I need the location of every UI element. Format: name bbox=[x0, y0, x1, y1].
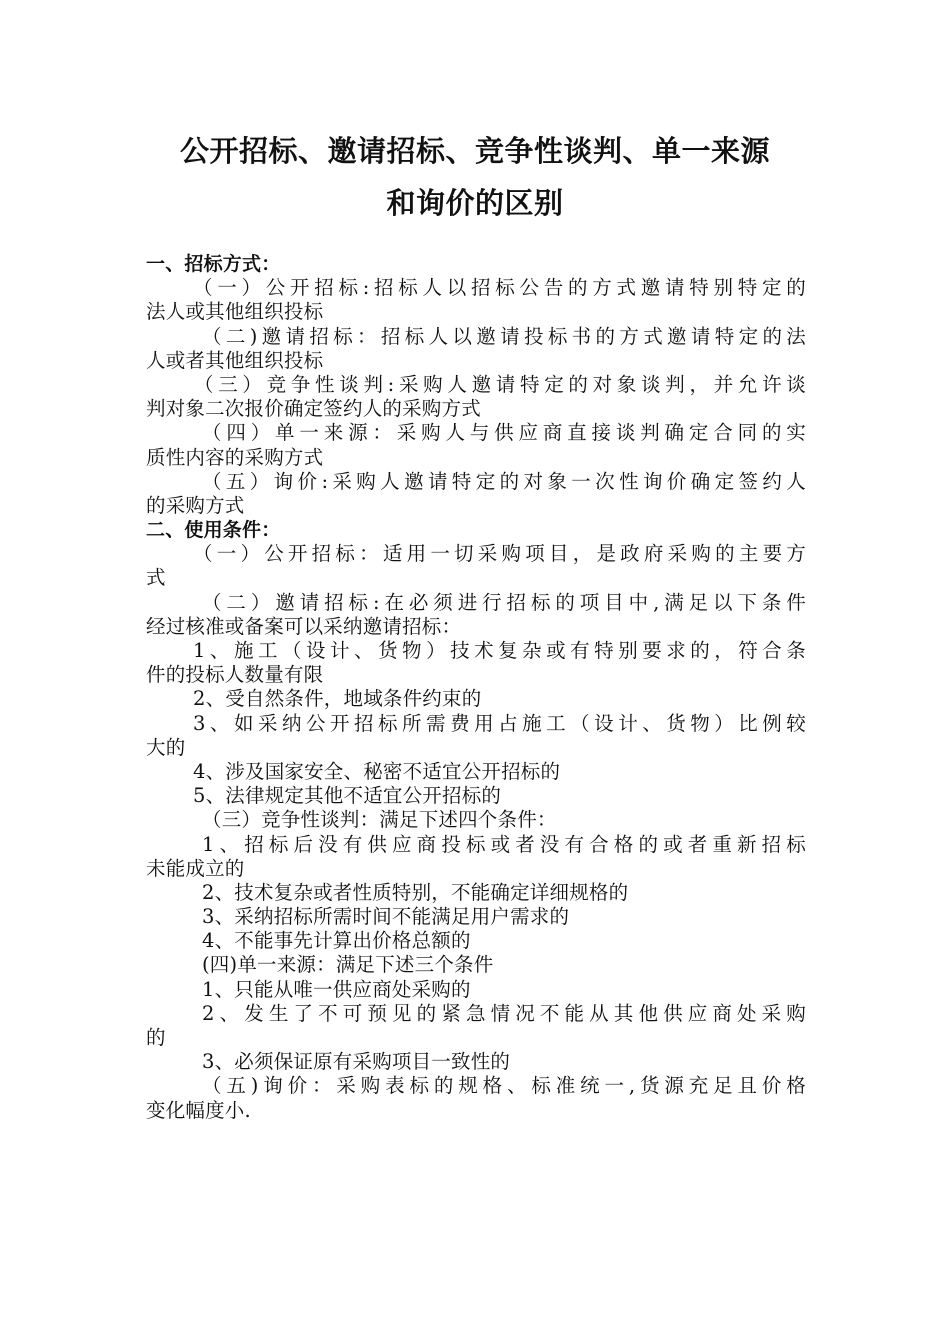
paragraph-line: 5、法律规定其他不适宜公开招标的 bbox=[193, 784, 502, 808]
paragraph-line: 3、采纳招标所需时间不能满足用户需求的 bbox=[202, 905, 570, 929]
paragraph-line: 法人或其他组织投标 bbox=[146, 300, 324, 324]
paragraph-line: （一）公开招标:招标人以招标公告的方式邀请特别特定的 bbox=[193, 276, 806, 300]
paragraph-line: 1、招标后没有供应商投标或者没有合格的或者重新招标 bbox=[202, 832, 806, 856]
paragraph-line: 判对象二次报价确定签约人的采购方式 bbox=[146, 397, 481, 421]
paragraph-line: 未能成立的 bbox=[146, 856, 245, 880]
paragraph-line: 2、发生了不可预见的紧急情况不能从其他供应商处采购 bbox=[202, 1001, 806, 1025]
paragraph-line: （四）单一来源：采购人与供应商直接谈判确定合同的实 bbox=[202, 421, 806, 445]
paragraph-line: 2、技术复杂或者性质特别，不能确定详细规格的 bbox=[202, 880, 629, 904]
paragraph-line: 3、如采纳公开招标所需费用占施工（设计、货物）比例较 bbox=[193, 711, 806, 735]
paragraph-line: 3、必须保证原有采购项目一致性的 bbox=[202, 1050, 511, 1074]
paragraph-line: 件的投标人数量有限 bbox=[146, 663, 324, 687]
document-title-line-2: 和询价的区别 bbox=[386, 186, 564, 220]
paragraph-line: 的 bbox=[146, 1026, 166, 1049]
paragraph-line: 4、不能事先计算出价格总额的 bbox=[202, 929, 471, 953]
paragraph-line: 经过核准或备案可以采纳邀请招标： bbox=[146, 614, 462, 638]
document-title-line-1: 公开招标、邀请招标、竞争性谈判、单一来源 bbox=[179, 134, 770, 168]
paragraph-line: （三）竞争性谈判：满足下述四个条件： bbox=[202, 808, 557, 832]
paragraph-line: 1、施工（设计、货物）技术复杂或有特别要求的，符合条 bbox=[193, 639, 806, 662]
paragraph-line: 大的 bbox=[146, 735, 186, 759]
paragraph-line: （五）询价:采购人邀请特定的对象一次性询价确定签约人 bbox=[202, 469, 806, 493]
paragraph-line: 2、受自然条件，地域条件约束的 bbox=[193, 687, 482, 711]
paragraph-line: (四)单一来源：满足下述三个条件 bbox=[202, 953, 494, 977]
paragraph-line: （二)邀请招标：招标人以邀请投标书的方式邀请特定的法 bbox=[202, 324, 806, 348]
paragraph-line: 变化幅度小. bbox=[146, 1098, 251, 1122]
paragraph-line: （一）公开招标：适用一切采购项目，是政府采购的主要方 bbox=[193, 542, 806, 566]
document-body bbox=[146, 252, 806, 1123]
paragraph-line: （三）竞争性谈判:采购人邀请特定的对象谈判，并允许谈 bbox=[194, 372, 806, 396]
section-heading-bid-methods: 一、招标方式： bbox=[146, 253, 281, 275]
paragraph-line: 1、只能从唯一供应商处采购的 bbox=[202, 977, 471, 1001]
section-heading-conditions: 二、使用条件： bbox=[146, 519, 281, 542]
paragraph-line: 质性内容的采购方式 bbox=[146, 445, 324, 469]
paragraph-line: （五)询价：采购表标的规格、标准统一,货源充足且价格 bbox=[202, 1074, 806, 1098]
paragraph-line: 的采购方式 bbox=[146, 493, 245, 517]
paragraph-line: 4、涉及国家安全、秘密不适宜公开招标的 bbox=[193, 759, 561, 783]
paragraph-line: 人或者其他组织投标 bbox=[146, 348, 324, 372]
paragraph-line: 式 bbox=[146, 566, 166, 590]
paragraph-line: （二）邀请招标:在必须进行招标的项目中,满足以下条件 bbox=[202, 590, 806, 614]
